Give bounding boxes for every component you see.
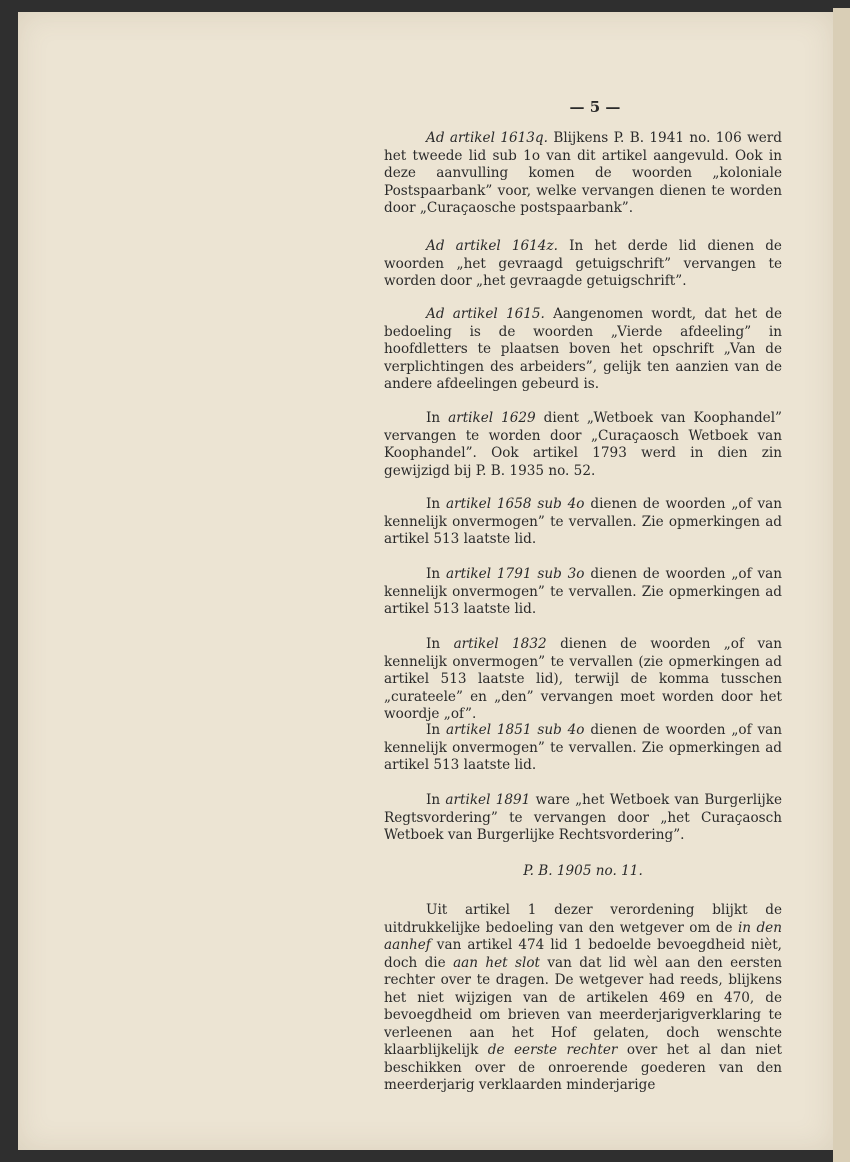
paragraph-body: Uit artikel 1 dezer verordening blijkt de uitdrukkelijke bedoeling van den wetgever om de: [384, 902, 782, 936]
paragraph-emphasis: in den aanhef: [384, 919, 782, 953]
paragraph-article: artikel 1832: [453, 636, 547, 652]
paragraph-prefix: In: [426, 496, 446, 512]
page-edge: [833, 8, 850, 1162]
paragraph-body: Aangenomen wordt, dat het de bedoeling is de woorden „Vierde afdeeling” in hoofdletters te plaatsen boven het opschrift „Van de verplichtingen des arbeiders”, gelijk ten aanzien van de andere afdeelingen gebeurd is.: [384, 306, 782, 392]
paragraph-lead: Ad artikel 1613q.: [426, 130, 548, 146]
paragraph-article: artikel 1629: [448, 410, 536, 426]
paragraph-prefix: In: [426, 566, 446, 582]
paragraph-body: van artikel 474 lid 1 bedoelde bevoegdheid nièt, doch die: [384, 937, 782, 971]
paragraph-body: dienen de woorden „of van kennelijk onvermogen” te vervallen (zie opmerkingen ad artikel 513 laatste lid), terwijl de komma tusschen „curateele” en „den” vervangen moet worden door het woordje „of”.: [384, 636, 782, 722]
paragraph-pb-1905: [384, 902, 782, 1095]
paragraph-emphasis: aan het slot: [453, 954, 540, 971]
paragraph-body: In het derde lid dienen de woorden „het gevraagd getuigschrift” vervangen te worden door „het gevraagde getuigschrift”.: [384, 238, 782, 289]
paragraph-1891: [384, 792, 782, 845]
paragraph-prefix: In: [426, 722, 446, 738]
paragraph-article: artikel 1791 sub 3o: [446, 566, 585, 582]
paragraph-article: artikel 1851 sub 4o: [446, 722, 585, 738]
paragraph-body: over het al dan niet beschikken over de onroerende goederen van den meerderjarig verklaarden minderjarige: [384, 1042, 782, 1093]
paragraph-lead: Ad artikel 1615.: [426, 306, 545, 322]
paragraph-1613q: [384, 130, 782, 218]
paragraph-1851: [384, 722, 782, 775]
paragraph-body: dienen de woorden „of van kennelijk onvermogen” te vervallen. Zie opmerkingen ad artikel 513 laatste lid.: [384, 722, 783, 773]
paragraph-body: dient „Wetboek van Koophandel” vervangen te worden door „Curaçaosch Wetboek van Koophandel”. Ook artikel 1793 werd in dien zin gewijzigd bij P. B. 1935 no. 52.: [384, 410, 783, 479]
paragraph-body: dienen de woorden „of van kennelijk onvermogen” te vervallen. Zie opmerkingen ad artikel 513 laatste lid.: [384, 496, 783, 547]
paragraph-emphasis: de eerste rechter: [487, 1042, 618, 1058]
paragraph-body: ware „het Wetboek van Burgerlijke Regtsvordering” te vervangen door „het Curaçaosch Wetboek van Burgerlijke Rechtsvordering”.: [384, 792, 782, 843]
page-number: — 5 —: [569, 98, 621, 116]
paragraph-lead: Ad artikel 1614z.: [426, 238, 558, 254]
paragraph-body: dienen de woorden „of van kennelijk onvermogen” te vervallen. Zie opmerkingen ad artikel 513 laatste lid.: [384, 566, 783, 617]
paragraph-prefix: In: [426, 636, 454, 652]
paragraph-body: Blijkens P. B. 1941 no. 106 werd het tweede lid sub 1o van dit artikel aangevuld. Ook in deze aanvulling komen de woorden „koloniale Postspaarbank” voor, welke vervangen dienen te worden door „Curaçaosche postspaarbank”.: [384, 130, 782, 216]
paragraph-1614z: [384, 238, 782, 291]
paragraph-1629: [384, 410, 782, 480]
paragraph-prefix: In: [426, 410, 449, 426]
paragraph-article: artikel 1891: [445, 792, 531, 808]
section-heading: P. B. 1905 no. 11.: [523, 863, 643, 879]
paragraph-prefix: In: [426, 792, 446, 808]
paragraph-1791: [384, 566, 782, 619]
paragraph-article: artikel 1658 sub 4o: [446, 496, 585, 512]
paragraph-1658: [384, 496, 782, 549]
paragraph-1615: [384, 306, 782, 394]
paragraph-body: van dat lid wèl aan den eersten rechter over te dragen. De wetgever had reeds, blijkens het niet wijzigen van de artikelen 469 en 470, de bevoegdheid om brieven van meerderjarigverklaring te verleenen aan het Hof gelaten, doch wenschte klaarblijkelijk: [384, 954, 782, 1058]
paragraph-1832: [384, 636, 782, 724]
